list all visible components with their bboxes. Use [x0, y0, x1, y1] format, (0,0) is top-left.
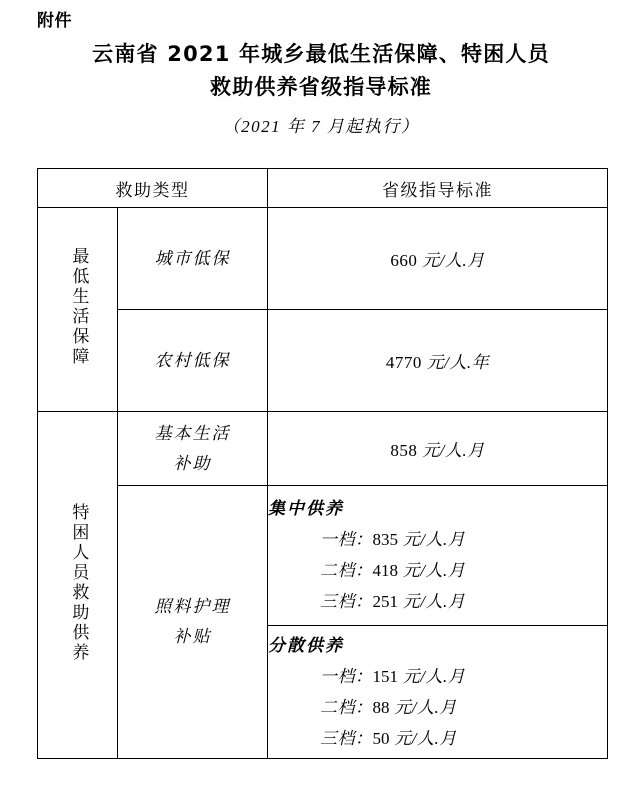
table-row — [38, 310, 608, 412]
value-number: 858 — [390, 441, 418, 460]
tier-row — [268, 586, 607, 617]
subcategory-line-1: 基本生活 — [154, 423, 231, 443]
attachment-label: 附件 — [37, 11, 72, 31]
tier-label: 一档： — [320, 666, 373, 686]
tier-number: 50 — [372, 728, 390, 748]
document-title-line-1: 云南省 2021 年城乡最低生活保障、特困人员 — [92, 42, 550, 66]
header-cell-category: 救助类型 — [38, 169, 268, 208]
tier-number: 151 — [372, 666, 398, 686]
tier-label: 二档： — [320, 561, 373, 580]
table-row — [38, 486, 608, 626]
subcategory-urban-subsistence: 城市低保 — [118, 208, 268, 310]
tier-label: 三档： — [320, 728, 373, 748]
value-unit: 元/人.年 — [426, 353, 490, 372]
document-subtitle: （2021 年 7 月起执行） — [222, 117, 420, 136]
header-cell-standard: 省级指导标准 — [268, 169, 608, 208]
tier-label: 一档： — [320, 530, 373, 549]
section-label-extreme-poverty-support — [38, 412, 118, 759]
standards-table — [37, 168, 608, 759]
value-basic-living-allowance — [268, 412, 608, 486]
group-heading-centralized: 集中供养 — [268, 499, 344, 518]
value-group-centralized-support — [268, 486, 608, 626]
subcategory-rural-subsistence: 农村低保 — [118, 310, 268, 412]
tier-unit: 元/人.月 — [394, 728, 457, 748]
tier-row — [268, 723, 607, 754]
tier-number: 835 — [372, 530, 398, 549]
value-number: 660 — [390, 251, 418, 270]
value-unit: 元/人.月 — [422, 441, 485, 460]
tier-number: 418 — [372, 561, 398, 580]
tier-row — [268, 524, 607, 555]
group-heading-dispersed: 分散供养 — [268, 635, 344, 655]
tier-unit: 元/人.月 — [402, 666, 466, 686]
tier-number: 88 — [372, 697, 390, 717]
tier-row — [268, 661, 607, 692]
table-row — [38, 208, 608, 310]
tier-unit: 元/人.月 — [394, 697, 457, 717]
tier-label: 三档： — [320, 592, 373, 611]
tier-unit: 元/人.月 — [402, 530, 466, 549]
value-urban-subsistence — [268, 208, 608, 310]
tier-unit: 元/人.月 — [402, 592, 466, 611]
title-block — [0, 38, 642, 140]
value-unit: 元/人.月 — [422, 251, 485, 270]
tier-unit: 元/人.月 — [402, 561, 466, 580]
tier-number: 251 — [372, 592, 398, 611]
section-label-text: 特困人员救助供养 — [68, 502, 89, 663]
subcategory-care-nursing-subsidy — [118, 486, 268, 759]
value-group-dispersed-support — [268, 626, 608, 759]
table-header-row — [38, 169, 608, 208]
tier-label: 二档： — [320, 697, 373, 717]
standards-table-wrapper — [37, 168, 607, 759]
value-rural-subsistence — [268, 310, 608, 412]
subcategory-line-2: 补助 — [173, 453, 212, 473]
tier-row — [268, 692, 607, 723]
tier-row — [268, 555, 607, 586]
section-label-text: 最低生活保障 — [68, 247, 89, 367]
subcategory-basic-living-allowance — [118, 412, 268, 486]
document-title-line-2: 救助供养省级指导标准 — [210, 75, 432, 99]
section-label-minimum-living-guarantee — [38, 208, 118, 412]
subcategory-line-2: 补贴 — [173, 627, 212, 646]
subcategory-line-1: 照料护理 — [154, 597, 231, 616]
table-row — [38, 412, 608, 486]
value-number: 4770 — [385, 353, 422, 372]
